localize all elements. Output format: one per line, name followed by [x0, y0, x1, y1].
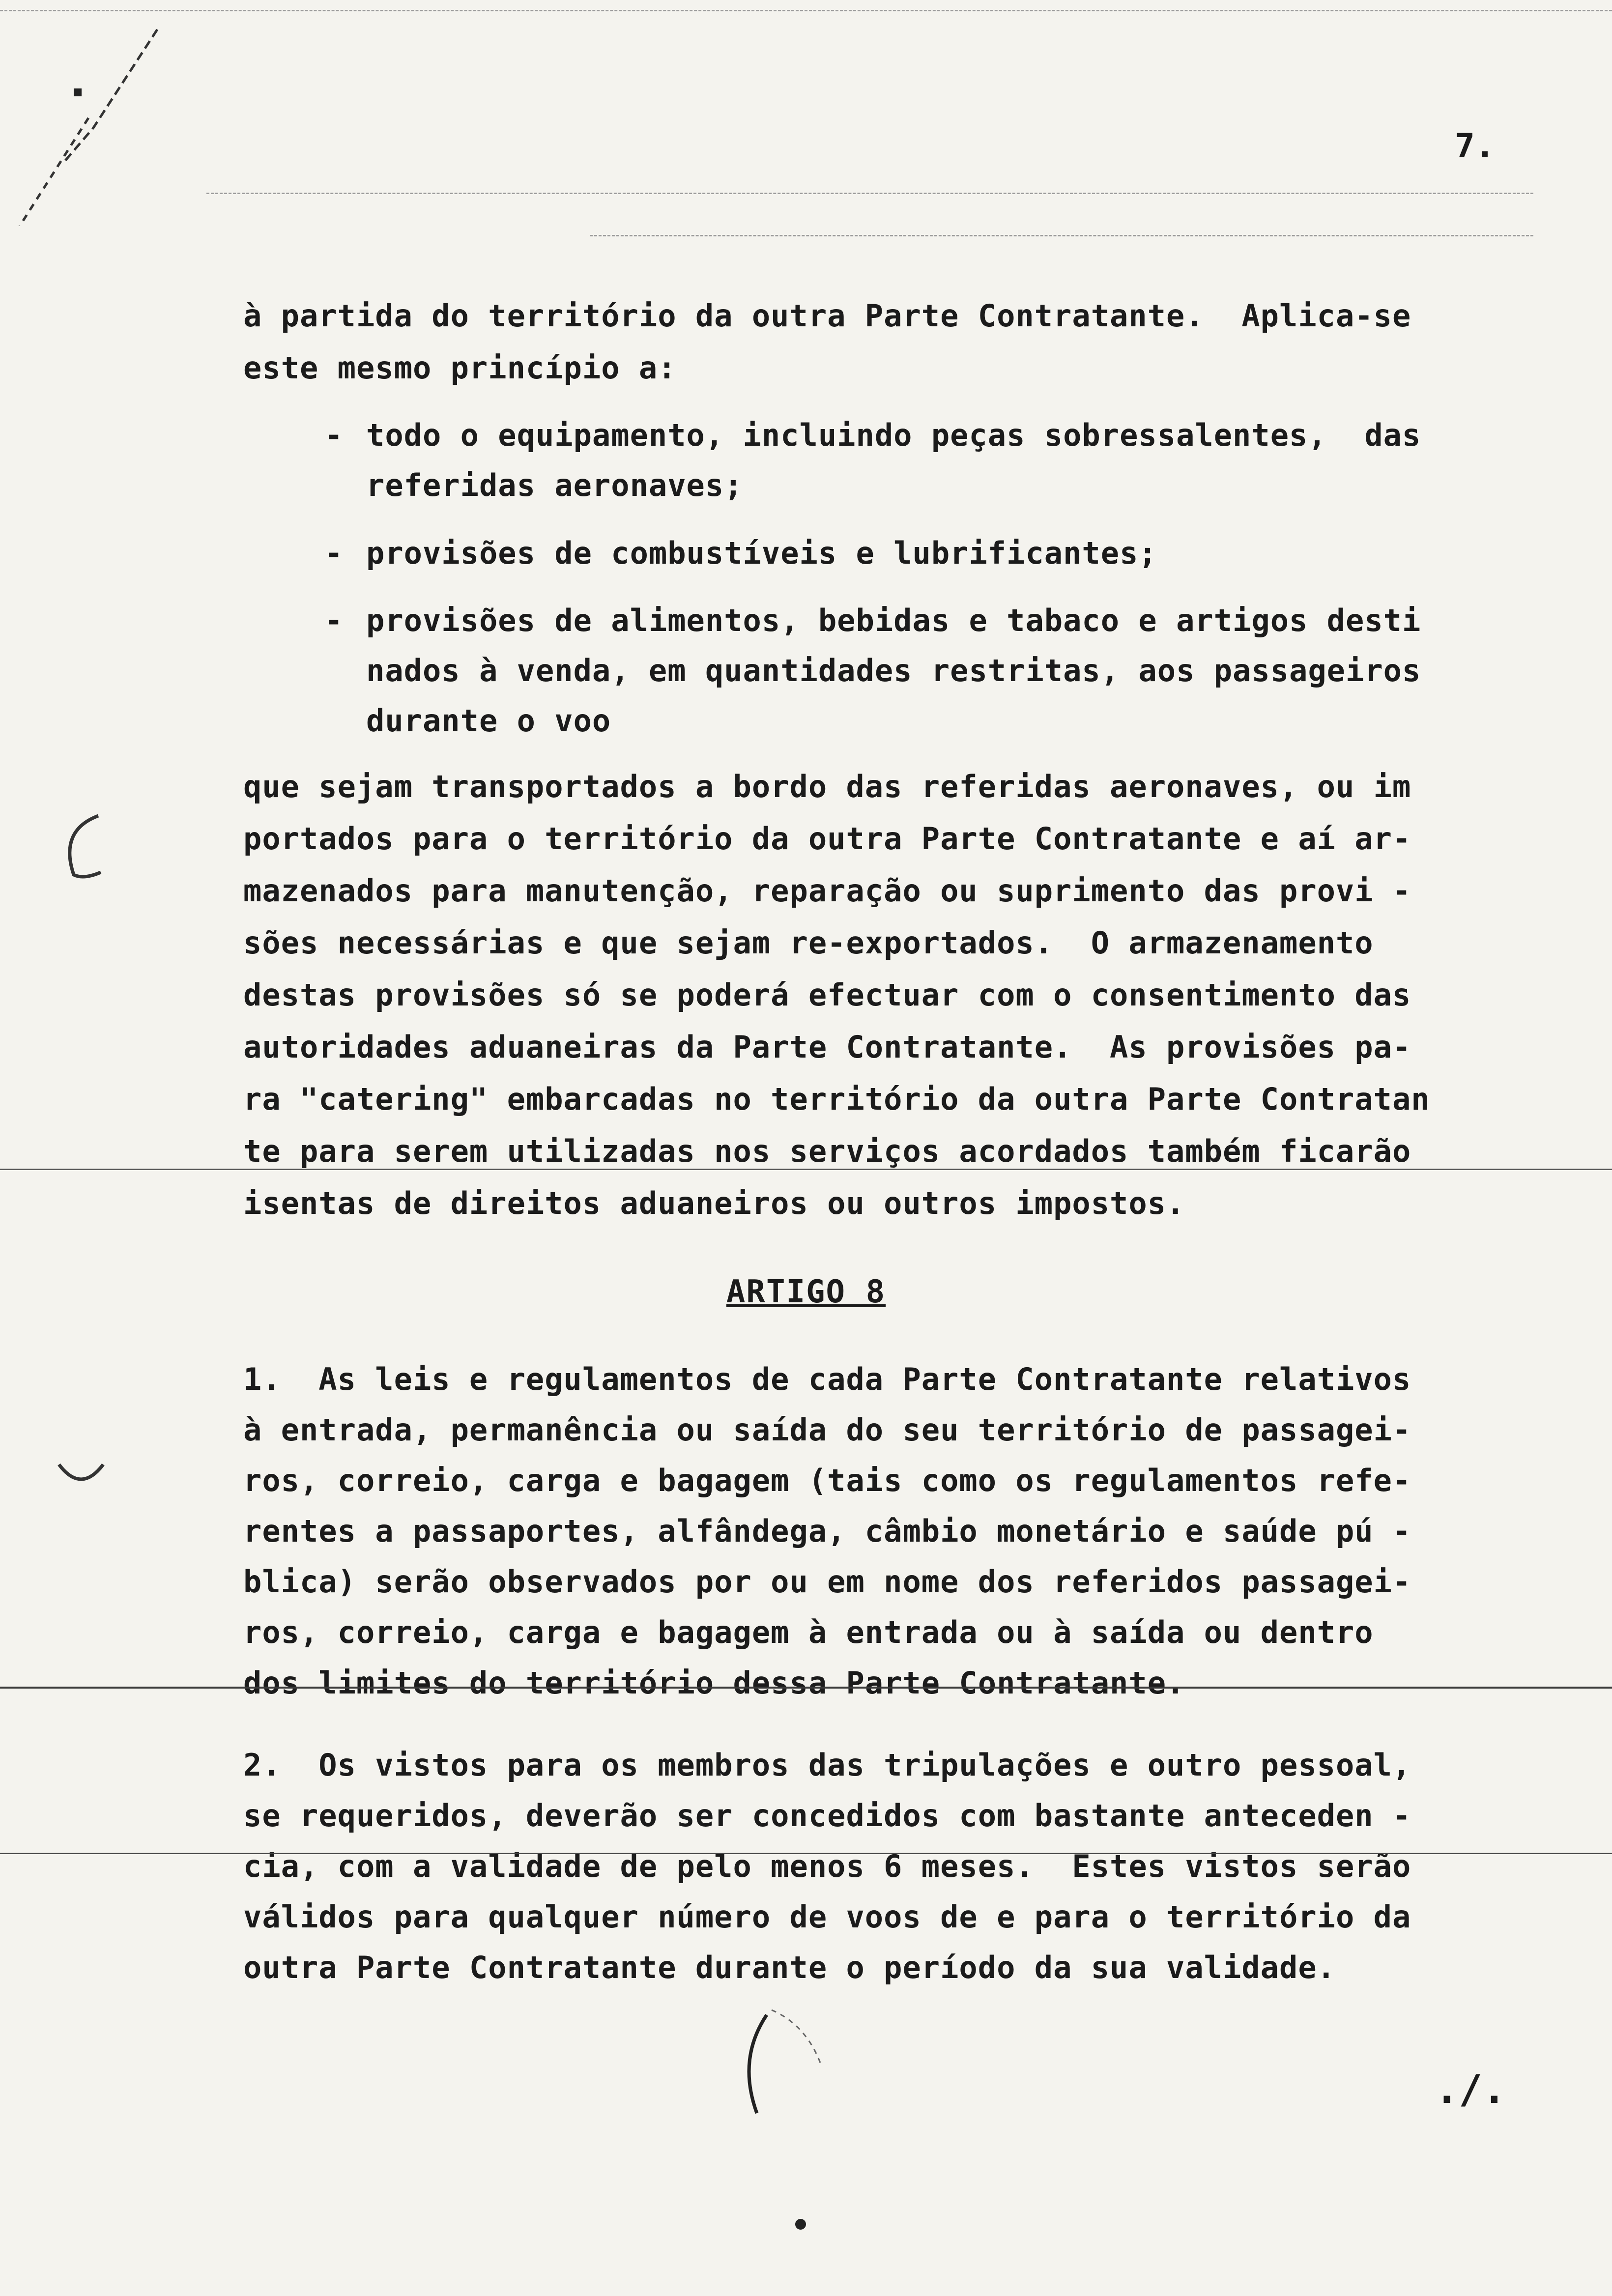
- paragraph-line: destas provisões só se poderá efectuar com o consentimento das: [243, 977, 1411, 1013]
- paragraph-line: autoridades aduaneiras da Parte Contratante. As provisões pa-: [243, 1029, 1411, 1065]
- paragraph-line: à entrada, permanência ou saída do seu território de passagei-: [243, 1412, 1411, 1448]
- header-rule-middle: [206, 193, 1533, 194]
- article-heading: ARTIGO 8: [726, 1274, 886, 1310]
- paragraph-line: outra Parte Contratante durante o período da sua validade.: [243, 1950, 1336, 1985]
- margin-arc-icon: [54, 1455, 108, 1499]
- footer-scribble-icon: [708, 1995, 845, 2128]
- intro-line: à partida do território da outra Parte Contratante. Aplica-se: [243, 298, 1411, 334]
- list-item-line: referidas aeronaves;: [366, 467, 743, 503]
- paragraph-line: 1. As leis e regulamentos de cada Parte Contratante relativos: [243, 1361, 1411, 1397]
- closing-paragraph: [243, 761, 1501, 1230]
- strike-rule: [0, 1169, 1612, 1170]
- paragraph-line: cia, com a validade de pelo menos 6 meses. Estes vistos serão: [243, 1848, 1411, 1884]
- article-paragraph-2: [243, 1740, 1501, 1993]
- list-item-line: todo o equipamento, incluindo peças sobressalentes, das: [366, 417, 1421, 453]
- paragraph-line: 2. Os vistos para os membros das tripulações e outro pessoal,: [243, 1747, 1411, 1783]
- bullet-dash: -: [324, 535, 344, 571]
- intro-paragraph: [243, 290, 1501, 394]
- paragraph-line: blica) serão observados por ou em nome dos referidos passagei-: [243, 1564, 1411, 1600]
- bullet-dash: -: [324, 417, 344, 453]
- margin-scribble-icon: [10, 20, 167, 226]
- list-item: [324, 410, 1504, 511]
- list-item-line: nados à venda, em quantidades restritas, aos passageiros: [366, 653, 1421, 689]
- header-rule-top: [0, 10, 1612, 11]
- paragraph-line: te para serem utilizadas nos serviços acordados também ficarão: [243, 1133, 1411, 1169]
- paragraph-line: sões necessárias e que sejam re-exportados. O armazenamento: [243, 925, 1374, 961]
- paragraph-line: ros, correio, carga e bagagem (tais como os regulamentos refe-: [243, 1463, 1411, 1498]
- header-rule-bottom: [590, 235, 1533, 236]
- paragraph-line: portados para o território da outra Parte Contratante e aí ar-: [243, 821, 1411, 857]
- bullet-dash: -: [324, 603, 344, 638]
- paragraph-line: válidos para qualquer número de voos de e para o território da: [243, 1899, 1411, 1935]
- continuation-mark: ./.: [1435, 2066, 1506, 2112]
- article-paragraph-1: [243, 1354, 1501, 1708]
- strike-rule: [0, 1687, 1612, 1689]
- paragraph-line: que sejam transportados a bordo das referidas aeronaves, ou im: [243, 769, 1411, 804]
- margin-bracket-icon: [54, 806, 103, 885]
- footer-dot: [795, 2219, 806, 2230]
- list-item: [324, 528, 1504, 578]
- paragraph-line: se requeridos, deverão ser concedidos com bastante anteceden -: [243, 1798, 1411, 1834]
- list-item: [324, 596, 1504, 746]
- paragraph-line: rentes a passaportes, alfândega, câmbio monetário e saúde pú -: [243, 1513, 1411, 1549]
- strike-rule: [0, 1853, 1612, 1854]
- paragraph-line: dos limites do território dessa Parte Contratante.: [243, 1665, 1185, 1701]
- list-item-line: provisões de alimentos, bebidas e tabaco e artigos desti: [366, 603, 1421, 638]
- paragraph-line: ra "catering" embarcadas no território da outra Parte Contratan: [243, 1081, 1430, 1117]
- paragraph-line: ros, correio, carga e bagagem à entrada ou à saída ou dentro: [243, 1614, 1374, 1650]
- paragraph-line: mazenados para manutenção, reparação ou suprimento das provi -: [243, 873, 1411, 909]
- paragraph-line: isentas de direitos aduaneiros ou outros impostos.: [243, 1185, 1185, 1221]
- page-number: 7.: [1455, 127, 1495, 166]
- list-item-line: provisões de combustíveis e lubrificantes;: [366, 535, 1157, 571]
- list-item-line: durante o voo: [366, 703, 611, 739]
- intro-line: este mesmo princípio a:: [243, 350, 677, 386]
